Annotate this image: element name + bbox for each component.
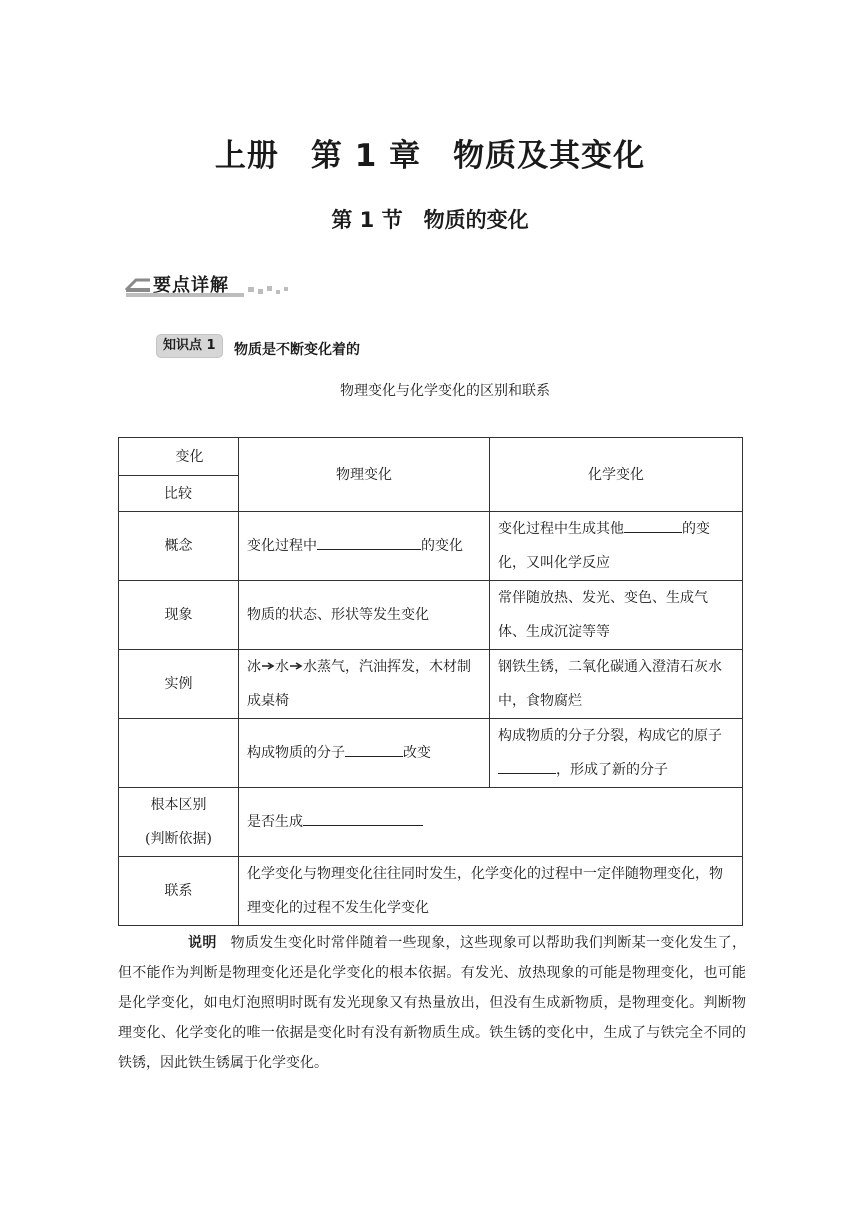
table-header-row: [119, 438, 743, 476]
table-row: [119, 650, 743, 719]
cell-micro-physical: 构成物质的分子 改变: [239, 719, 490, 788]
note-label: 说明: [188, 935, 217, 951]
section-banner: [120, 268, 295, 300]
row-label-micro: [119, 719, 239, 788]
arrow-right-icon: [261, 661, 275, 671]
row-label-essential: 根本区别 (判断依据): [119, 788, 239, 857]
chapter-title: 上册 第 1 章 物质及其变化: [214, 138, 646, 174]
cell-example-chemical: 钢铁生锈，二氧化碳通入澄清石灰水中，食物腐烂: [490, 650, 743, 719]
table-row: [119, 788, 743, 857]
row-label-example: 实例: [119, 650, 239, 719]
answer-blank[interactable]: [345, 738, 403, 757]
header-chemical: 化学变化: [490, 438, 743, 512]
knowledge-point-title: 物质是不断变化着的: [234, 342, 360, 358]
comparison-table: [118, 437, 743, 926]
cell-essential: 是否生成: [239, 788, 743, 857]
row-label-phenomenon: 现象: [119, 581, 239, 650]
table-row: [119, 719, 743, 788]
knowledge-point-badge: 知识点 1: [156, 334, 223, 358]
section-title: 第 1 节 物质的变化: [331, 208, 529, 232]
cell-phenomenon-chemical: 常伴随放热、发光、变色、生成气体、生成沉淀等等: [490, 581, 743, 650]
cell-concept-chemical: 变化过程中生成其他 的变化，又叫化学反应: [490, 512, 743, 581]
cell-concept-physical: 变化过程中 的变化: [239, 512, 490, 581]
table-row: [119, 512, 743, 581]
answer-blank[interactable]: [624, 514, 682, 533]
header-physical: 物理变化: [239, 438, 490, 512]
table-row: [119, 857, 743, 926]
answer-blank[interactable]: [317, 531, 421, 550]
cell-relation: 化学变化与物理变化往往同时发生，化学变化的过程中一定伴随物理变化，物理变化的过程不发生化学变化: [239, 857, 743, 926]
cell-phenomenon-physical: 物质的状态、形状等发生变化: [239, 581, 490, 650]
table-caption: 物理变化与化学变化的区别和联系: [340, 383, 550, 399]
header-diagonal-bottom: 比较: [119, 476, 239, 512]
explanation-note: [118, 928, 746, 1078]
answer-blank[interactable]: [498, 755, 556, 774]
cell-example-physical: 冰 水 水蒸气，汽油挥发，木材制成桌椅: [239, 650, 490, 719]
row-label-concept: 概念: [119, 512, 239, 581]
answer-blank[interactable]: [303, 807, 423, 826]
cell-micro-chemical: 构成物质的分子分裂，构成它的原子，形成了新的分子: [490, 719, 743, 788]
header-diagonal-top: 变化: [119, 438, 239, 476]
note-text: 物质发生变化时常伴随着一些现象，这些现象可以帮助我们判断某一变化发生了，但不能作为判断是物理变化还是化学变化的根本依据。有发光、放热现象的可能是物理变化，也可能是化学变化，如电灯泡照明时既有发光现象又有热量放出，但没有生成新物质，是物理变化。判断物理变化、化学变化的唯一依据是变化时有没有新物质生成。铁生锈的变化中，生成了与铁完全不同的铁锈，因此铁生锈属于化学变化。: [118, 935, 747, 1071]
arrow-right-icon: [289, 661, 303, 671]
row-label-relation: 联系: [119, 857, 239, 926]
banner-label: 要点详解: [153, 275, 229, 296]
table-row: [119, 581, 743, 650]
